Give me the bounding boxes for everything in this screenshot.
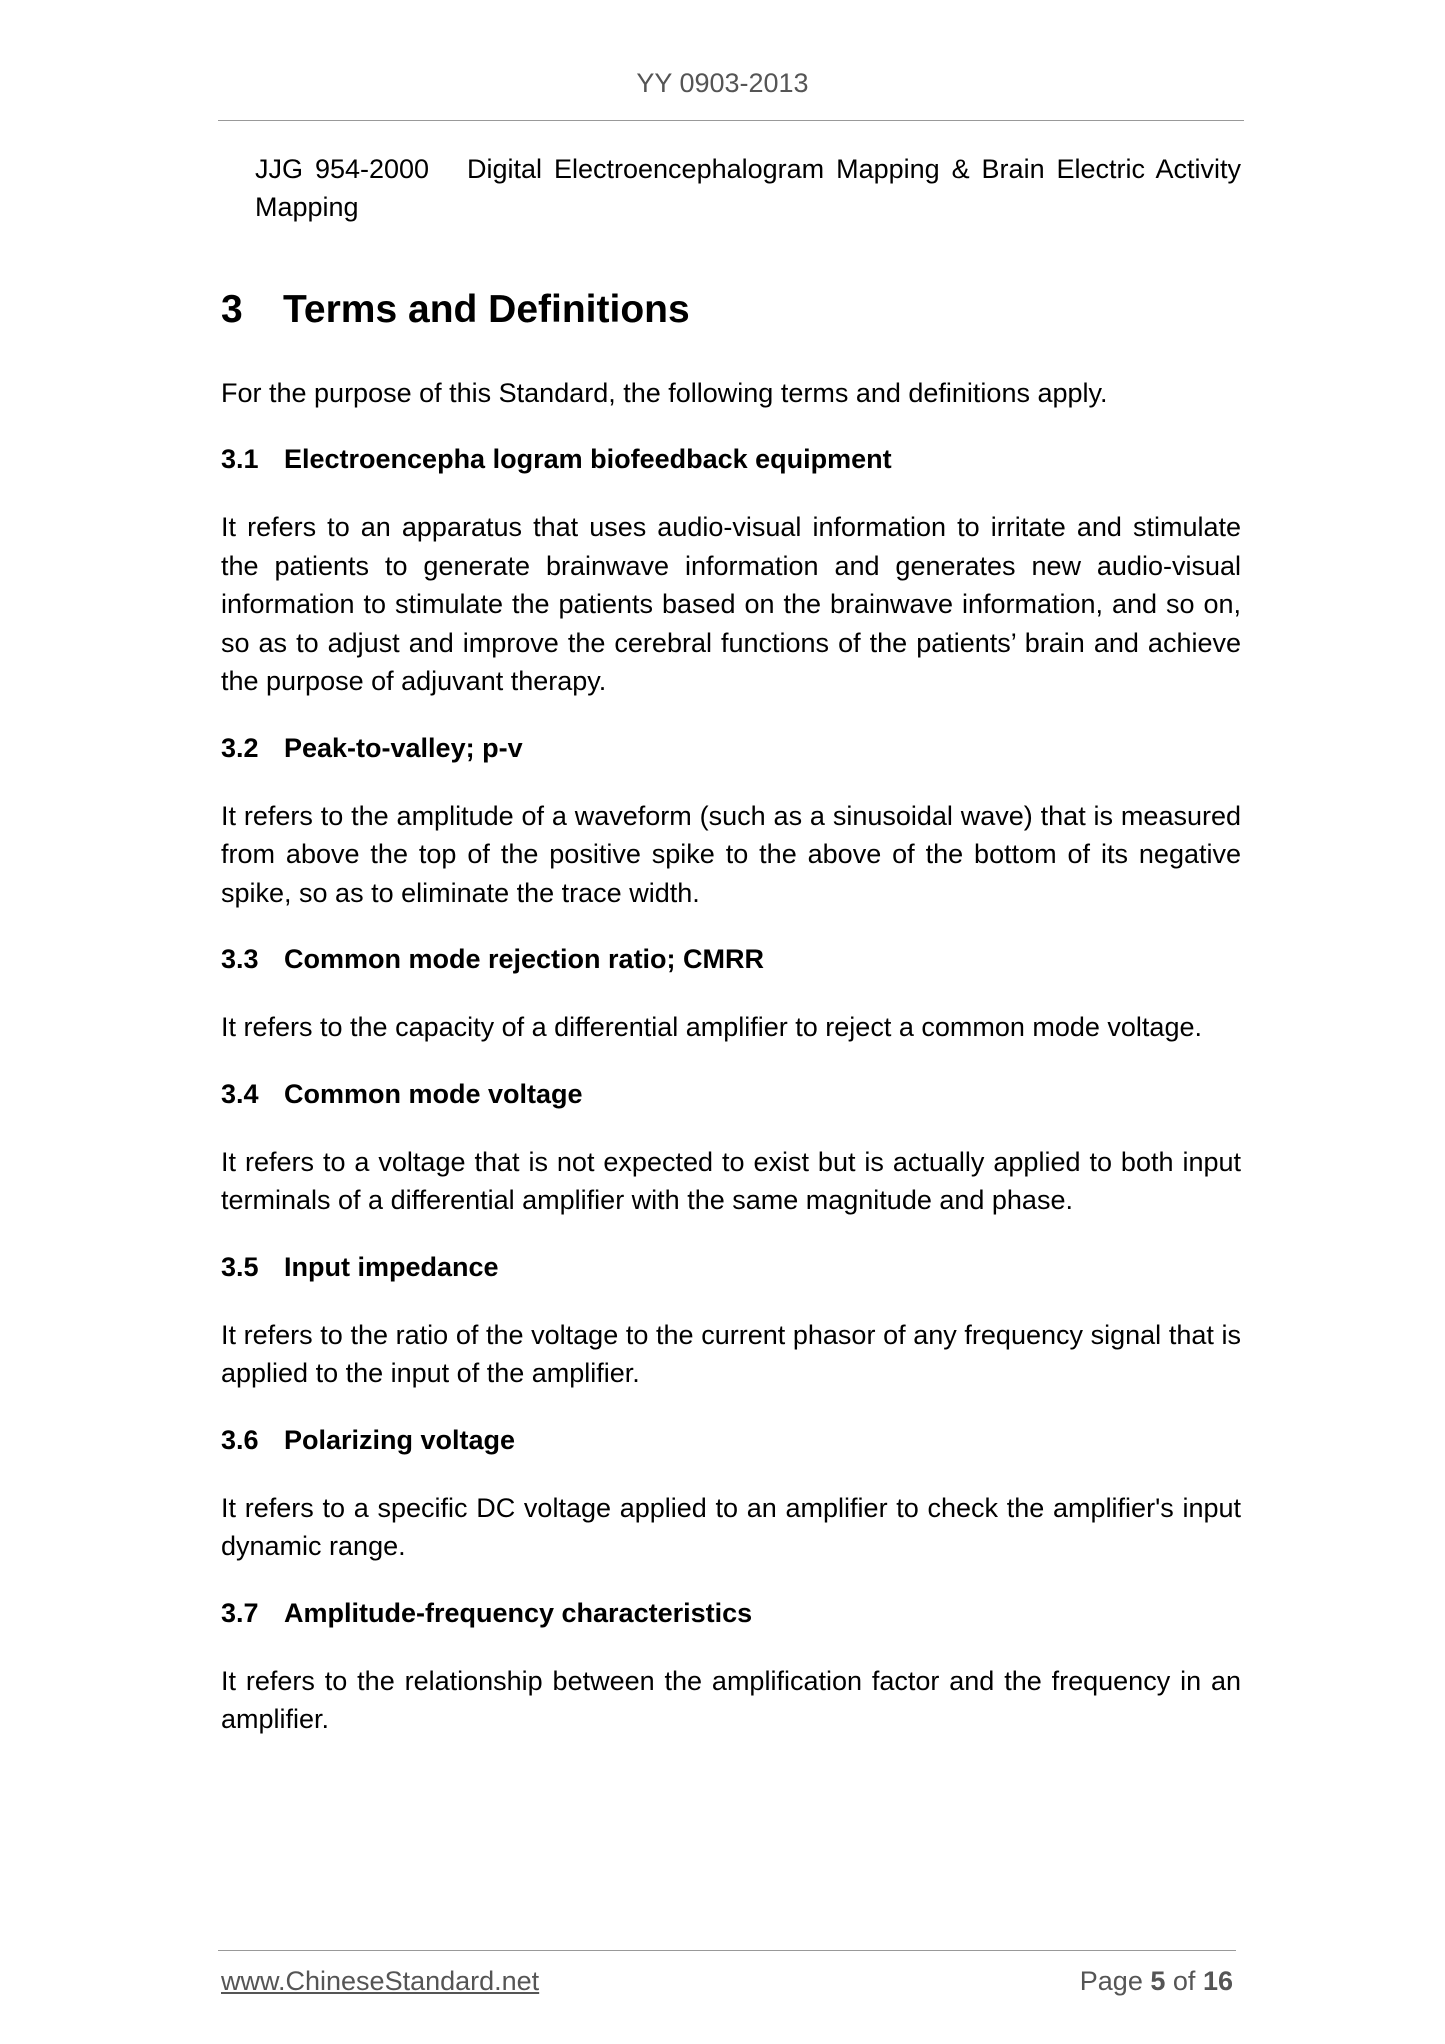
term-3-1 bbox=[221, 440, 1241, 701]
term-heading bbox=[221, 729, 1241, 767]
term-title: Electroencepha logram biofeedback equipment bbox=[284, 444, 892, 474]
document-body bbox=[221, 150, 1241, 1739]
term-definition: It refers to a specific DC voltage applied to an amplifier to check the amplifier's input dynamic range. bbox=[221, 1492, 1241, 1561]
term-heading bbox=[221, 1248, 1241, 1286]
term-number: 3.5 bbox=[221, 1251, 259, 1282]
page-indicator bbox=[1080, 1966, 1233, 1997]
reference-code: JJG 954-2000 bbox=[255, 154, 430, 184]
term-title: Common mode voltage bbox=[284, 1078, 583, 1109]
term-title: Common mode rejection ratio; CMRR bbox=[284, 944, 765, 974]
term-number: 3.7 bbox=[221, 1597, 259, 1628]
clause-intro: For the purpose of this Standard, the following terms and definitions apply. bbox=[221, 378, 1108, 408]
term-heading bbox=[221, 1594, 1241, 1632]
clause-heading bbox=[221, 286, 1241, 334]
term-3-6 bbox=[221, 1421, 1241, 1566]
header-divider bbox=[218, 120, 1244, 121]
term-definition: It refers to a voltage that is not expected to exist but is actually applied to both input terminals of a differential amplifier with the same magnitude and phase. bbox=[221, 1146, 1241, 1215]
term-title: Input impedance bbox=[284, 1251, 499, 1282]
page-total: 16 bbox=[1202, 1966, 1233, 1996]
term-definition: It refers to an apparatus that uses audio-visual information to irritate and stimulate the patients to generate brainwave information and generates new audio-visual information to stimulate the patients based on the brainwave information, and so on, so as to adjust and improve the cerebral functions of the patients’ brain and achieve the purpose of adjuvant therapy. bbox=[221, 512, 1241, 696]
term-title: Amplitude-frequency characteristics bbox=[284, 1597, 753, 1628]
term-3-5 bbox=[221, 1248, 1241, 1393]
term-heading bbox=[221, 940, 1241, 978]
reference-title: Digital Electroencephalogram Mapping & Brain Electric Activity Mapping bbox=[255, 154, 1242, 222]
term-title: Polarizing voltage bbox=[284, 1424, 516, 1455]
term-3-3 bbox=[221, 940, 1241, 1047]
term-3-2 bbox=[221, 729, 1241, 913]
header-doc-code: YY 0903-2013 bbox=[636, 68, 809, 98]
page-of-label: of bbox=[1172, 1966, 1196, 1996]
term-heading bbox=[221, 440, 1241, 478]
normative-reference bbox=[255, 150, 1241, 226]
page-label: Page bbox=[1079, 1966, 1143, 1996]
term-number: 3.3 bbox=[221, 944, 259, 974]
clause-number: 3 bbox=[221, 288, 243, 331]
term-number: 3.4 bbox=[221, 1078, 259, 1109]
term-definition: It refers to the capacity of a differential amplifier to reject a common mode voltage. bbox=[221, 1012, 1202, 1042]
page-current: 5 bbox=[1150, 1966, 1166, 1996]
term-heading bbox=[221, 1421, 1241, 1459]
term-number: 3.2 bbox=[221, 732, 259, 763]
footer-website-link[interactable]: www.ChineseStandard.net bbox=[221, 1966, 540, 1996]
clause-title: Terms and Definitions bbox=[283, 288, 690, 331]
term-3-7 bbox=[221, 1594, 1241, 1739]
term-definition: It refers to the ratio of the voltage to the current phasor of any frequency signal that is applied to the input of the amplifier. bbox=[221, 1319, 1241, 1388]
term-definition: It refers to the amplitude of a waveform (such as a sinusoidal wave) that is measured from above the top of the positive spike to the above of the bottom of its negative spike, so as to eliminate the trace width. bbox=[221, 800, 1241, 908]
term-heading bbox=[221, 1075, 1241, 1113]
term-number: 3.1 bbox=[221, 444, 259, 474]
footer-divider bbox=[218, 1950, 1236, 1951]
term-number: 3.6 bbox=[221, 1424, 259, 1455]
term-definition: It refers to the relationship between the amplification factor and the frequency in an amplifier. bbox=[221, 1665, 1241, 1734]
term-title: Peak-to-valley; p-v bbox=[284, 732, 523, 763]
term-3-4 bbox=[221, 1075, 1241, 1220]
